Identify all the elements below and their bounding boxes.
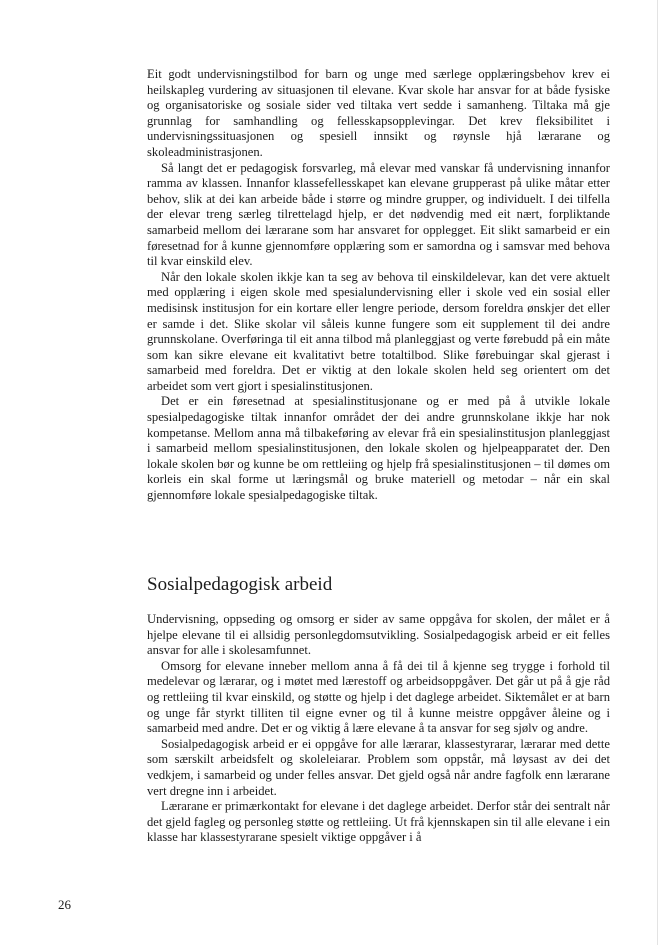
paragraph: Når den lokale skolen ikkje kan ta seg av behova til einskildelevar, kan det vere aktuelt med opplæring i eigen skole med spesialundervisning eller i skole ved ein sosial eller medisinsk institusjon for ein kortare eller lengre periode, dersom foreldra ønskjer det eller er samde i det. Slike skolar vil såleis kunne fungere som eit supplement til dei andre grunnskolane. Overføringa til eit anna tilbod må planleggjast og verte førebudd på ein måte som kan sikre elevane eit kvalitativt betre totaltilbod. Slike førebuingar skal gjerast i samarbeid med foreldra. Det er viktig at den lokale skolen held seg orientert om det arbeidet som vert gjort i spesialinstitusjonen. bbox=[147, 269, 610, 393]
paragraph: Omsorg for elevane inneber mellom anna å få dei til å kjenne seg trygge i forhold til medelevar og lærarar, og i møtet med lærestoff og arbeidsoppgåver. Det går ut på å gje råd og rettleiing til kvar einskild, og støtte og hjelp i det daglege arbeidet. Siktemålet er at barn og unge får styrkt tilliten til eigne evner og til å kunne meistre oppgåver åleine og i samarbeid med andre. Det er og viktig å lære elevane å ta ansvar for seg sjølv og andre. bbox=[147, 658, 610, 736]
body-text-section-2 bbox=[147, 612, 610, 846]
paragraph: Eit godt undervisningstilbod for barn og unge med særlege opplæringsbehov krev ei heilskapleg vurdering av situasjonen til elevane. Kvar skole har ansvar for at både fysiske og organisatoriske og sosiale sider ved tiltaka vert sedde i samanheng. Tiltaka må gje grunnlag for samhandling og fellesskapsopplevingar. Det krev fleksibilitet i undervisningssituasjonen og spesiell innsikt og røynsle hjå lærarane og skoleadministrasjonen. bbox=[147, 67, 610, 159]
body-text-section-1 bbox=[147, 67, 610, 504]
section-heading: Sosialpedagogisk arbeid bbox=[147, 574, 333, 595]
paragraph: Det er ein føresetnad at spesialinstitusjonane og er med på å utvikle lokale spesialpedagogiske tiltak innanfor området der dei andre grunnskolane ikkje har nok kompetanse. Mellom anna må tilbakeføring av elevar frå ein spesialinstitusjon planleggjast i samarbeid mellom spesialinstitusjonen, den lokale skolen og hjelpeapparatet der. Den lokale skolen bør og kunne be om rettleiing og hjelp frå spesialinstitusjonen – til dømes om korleis ein skal forme ut læringsmål og bruke materiell og metodar – når ein skal gjennomføre lokale spesialpedagogiske tiltak. bbox=[147, 394, 610, 503]
paragraph: Undervisning, oppseding og omsorg er sider av same oppgåva for skolen, der målet er å hjelpe elevane til ei allsidig personlegdomsutvikling. Sosialpedagogisk arbeid er eit felles ansvar for alle i skolesamfunnet. bbox=[147, 612, 610, 658]
page-number: 26 bbox=[58, 897, 71, 912]
paragraph: Så langt det er pedagogisk forsvarleg, må elevar med vanskar få undervisning innanfor ramma av klassen. Innanfor klassefellesskapet kan elevane grupperast på ulike måtar etter behov, slik at dei kan arbeide både i større og mindre grupper, og individuelt. I dei tilfella der elevar treng særleg tilrettelagd hjelp, er det nødvendig med eit nært, forpliktande samarbeid mellom dei lærarane som har ansvaret for opplegget. Eit slikt samarbeid er ein føresetnad for å kunne gjennomføre opplæring som er samordna og i samsvar med behova til kvar einskild elev. bbox=[147, 160, 610, 269]
paragraph: Lærarane er primærkontakt for elevane i det daglege arbeidet. Derfor står dei sentralt når det gjeld fagleg og personleg støtte og rettleiing. Ut frå kjennskapen sin til alle elevane i ein klasse har klassestyrarane spesielt viktige oppgåver i å bbox=[147, 799, 610, 845]
paragraph: Sosialpedagogisk arbeid er ei oppgåve for alle lærarar, klassestyrarar, lærarar med dette som særskilt arbeidsfelt og skoleleiarar. Problem som oppstår, må løysast av dei det vedkjem, i samarbeid og under felles ansvar. Det gjeld også når andre fagfolk enn lærarane vert dregne inn i arbeidet. bbox=[147, 736, 610, 798]
